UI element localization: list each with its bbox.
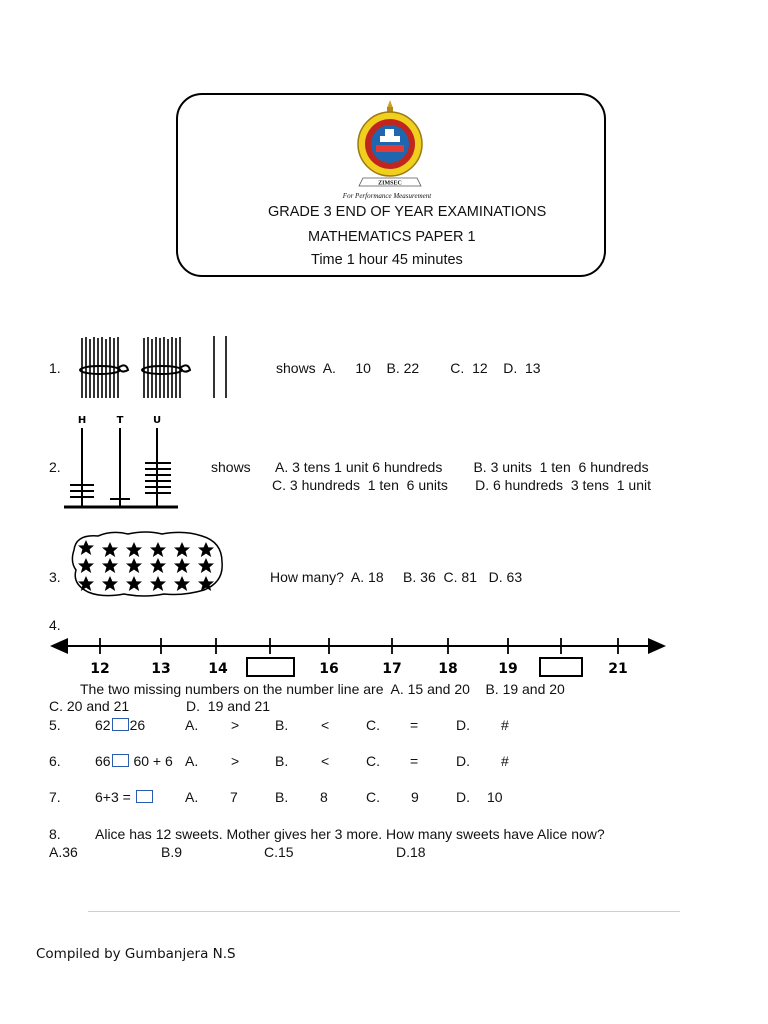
q6-opt-d: D.	[456, 753, 470, 769]
q7-opt-c: C.	[366, 789, 380, 805]
answer-box	[112, 718, 129, 731]
question-6-right: 60 + 6	[129, 753, 173, 769]
number-line-label: 17	[382, 661, 402, 677]
q6-opt-c: C.	[366, 753, 380, 769]
question-8-text: Alice has 12 sweets. Mother gives her 3 more. How many sweets have Alice now?	[95, 826, 605, 842]
q5-opt-a: A.	[185, 717, 199, 733]
question-1-text: shows A. 10 B. 22 C. 12 D. 13	[276, 360, 541, 376]
question-7-left: 6+3 =	[95, 789, 135, 805]
zimsec-crest-icon	[333, 98, 443, 202]
q6-opt-a: A.	[185, 753, 199, 769]
tally-bundles-icon	[76, 334, 236, 402]
exam-subject: MATHEMATICS PAPER 1	[308, 229, 476, 245]
q6-opt-d-value: #	[501, 753, 509, 769]
answer-box	[112, 754, 129, 767]
question-4-option-c: C. 20 and 21	[49, 698, 130, 714]
question-2-stem: shows	[211, 459, 251, 475]
number-line-label: 13	[151, 661, 171, 677]
question-5-left: 62	[95, 717, 111, 733]
q6-opt-a-value: >	[231, 753, 240, 769]
footer-divider	[88, 911, 680, 912]
q7-opt-a: A.	[185, 789, 199, 805]
q5-opt-d-value: #	[501, 717, 509, 733]
abacus-label-u: U	[152, 415, 162, 426]
number-line-label: 16	[319, 661, 339, 677]
star-group-icon	[66, 528, 230, 608]
q5-opt-a-value: >	[231, 717, 240, 733]
missing-number-box-2	[540, 658, 582, 676]
number-line-label: 19	[498, 661, 518, 677]
number-line-label: 21	[608, 661, 628, 677]
number-line-label: 12	[90, 661, 110, 677]
q6-opt-c-value: =	[410, 753, 419, 769]
question-6-left: 66	[95, 753, 111, 769]
q7-opt-b-value: 8	[320, 789, 328, 805]
exam-time: Time 1 hour 45 minutes	[311, 252, 463, 268]
q7-opt-a-value: 7	[230, 789, 238, 805]
question-8-number: 8.	[49, 826, 61, 842]
q7-opt-d: D.	[456, 789, 470, 805]
footer-credit: Compiled by Gumbanjera N.S	[36, 946, 236, 962]
abacus-label-t: T	[116, 415, 124, 426]
abacus-icon	[60, 410, 184, 514]
q6-opt-b: B.	[275, 753, 289, 769]
question-5-number: 5.	[49, 717, 61, 733]
question-2-options-line1: A. 3 tens 1 unit 6 hundreds B. 3 units 1 ten 6 hundreds	[275, 459, 649, 475]
question-6-number: 6.	[49, 753, 61, 769]
question-4-number: 4.	[49, 617, 61, 633]
exam-title: GRADE 3 END OF YEAR EXAMINATIONS	[268, 204, 547, 220]
q8-opt-d: D.18	[396, 844, 426, 860]
question-4-option-d: D. 19 and 21	[186, 698, 271, 714]
q5-opt-c-value: =	[410, 717, 419, 733]
question-4-text-line1: The two missing numbers on the number line are A. 15 and 20 B. 19 and 20	[80, 681, 565, 697]
number-line	[46, 632, 672, 680]
q5-opt-b: B.	[275, 717, 289, 733]
question-5-expression	[95, 717, 145, 733]
question-7-expression	[95, 789, 154, 805]
question-7-number: 7.	[49, 789, 61, 805]
missing-number-box-1	[247, 658, 294, 676]
q8-opt-a: A.36	[49, 844, 78, 860]
q5-opt-d: D.	[456, 717, 470, 733]
abacus-label-h: H	[77, 415, 87, 426]
q5-opt-c: C.	[366, 717, 380, 733]
question-3-text: How many? A. 18 B. 36 C. 81 D. 63	[270, 569, 523, 585]
question-2-number: 2.	[49, 459, 61, 475]
q7-opt-b: B.	[275, 789, 289, 805]
number-line-label: 18	[438, 661, 458, 677]
question-5-right: 26	[129, 717, 146, 733]
question-1-number: 1.	[49, 360, 61, 376]
crest-banner-text: ZIMSEC	[378, 180, 402, 187]
q7-opt-c-value: 9	[411, 789, 419, 805]
answer-box	[136, 790, 153, 803]
q5-opt-b-value: <	[321, 717, 330, 733]
question-2-options-line2: C. 3 hundreds 1 ten 6 units D. 6 hundreds 3 tens 1 unit	[272, 477, 652, 493]
question-6-expression	[95, 753, 173, 769]
crest-motto-text: For Performance Measurement	[342, 192, 432, 200]
q7-opt-d-value: 10	[487, 789, 503, 805]
q6-opt-b-value: <	[321, 753, 330, 769]
q8-opt-b: B.9	[161, 844, 183, 860]
question-3-number: 3.	[49, 569, 61, 585]
number-line-label: 14	[208, 661, 228, 677]
q8-opt-c: C.15	[264, 844, 294, 860]
